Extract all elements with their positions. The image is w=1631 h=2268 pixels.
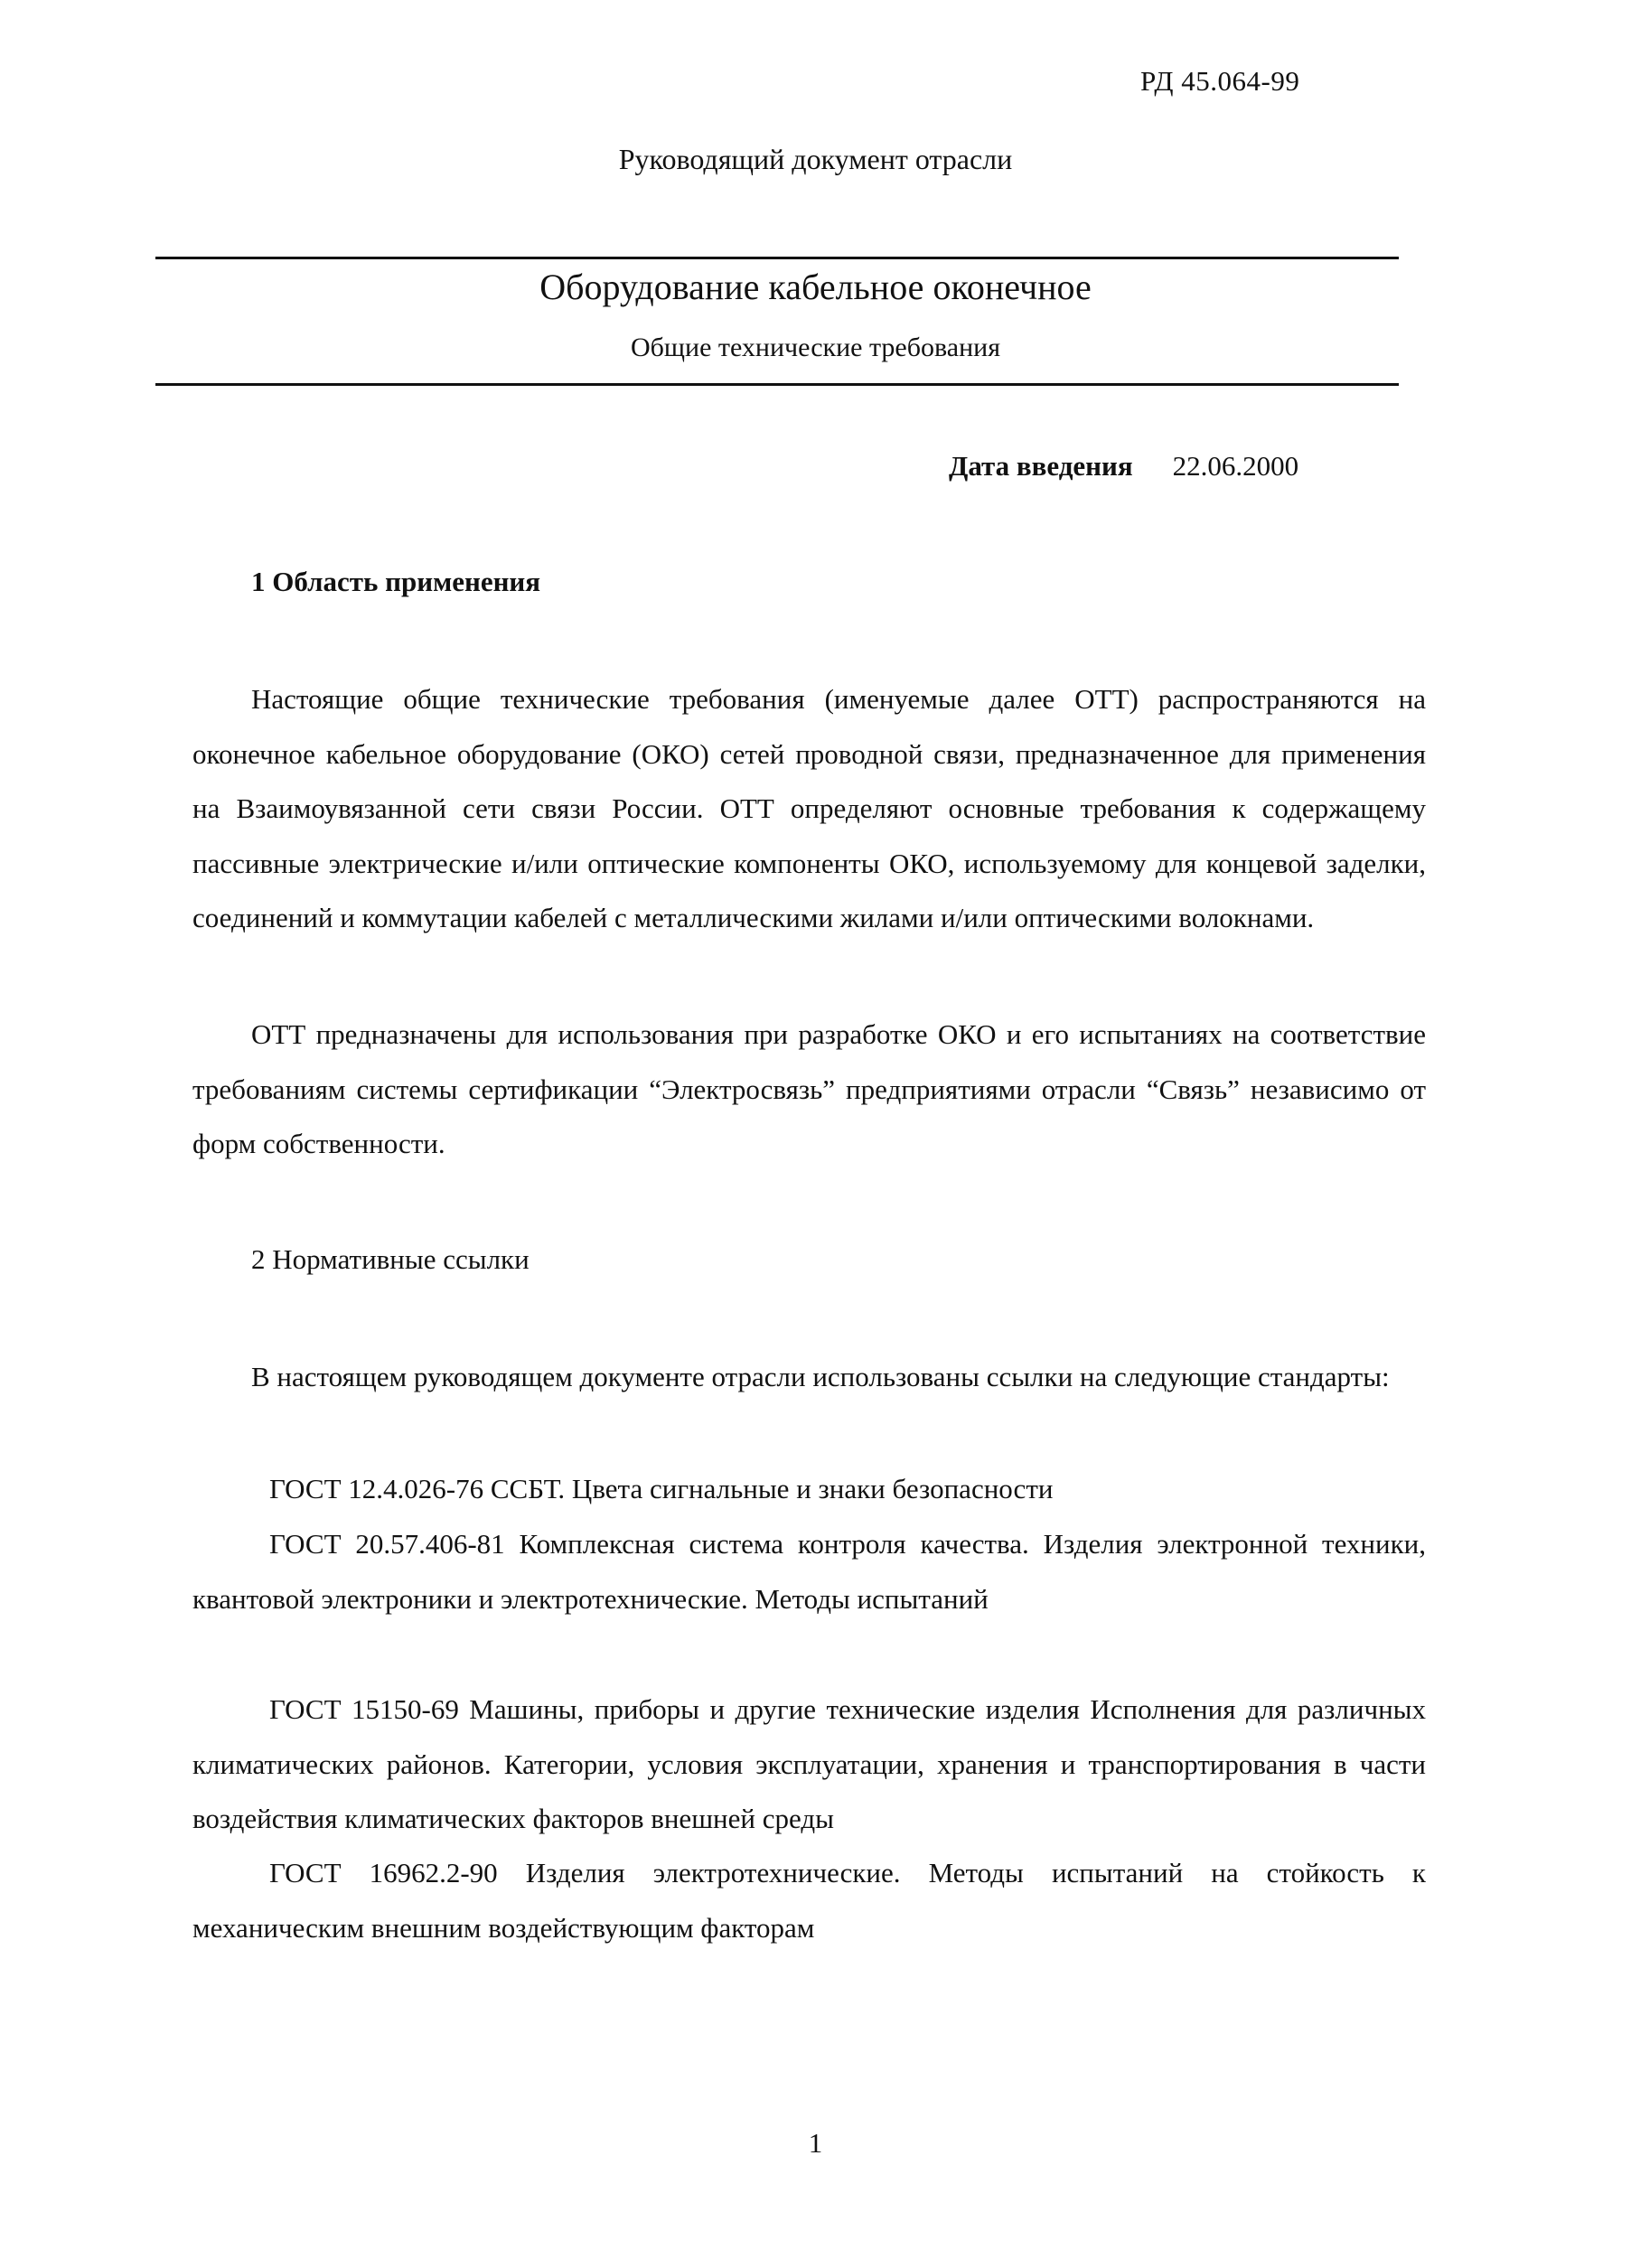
introduction-date-value: 22.06.2000 (1172, 450, 1299, 482)
reference-item: ГОСТ 15150-69 Машины, приборы и другие технические изделия Исполнения для различных климатических районов. Категории, условия эксплуатации, хранения и транспортирования в части воздействия климатических факторов внешней среды (192, 1693, 1426, 1834)
reference-item: ГОСТ 16962.2-90 Изделия электротехнические. Методы испытаний на стойкость к механическим внешним воздействующим факторам (192, 1857, 1426, 1944)
document-subtitle: Общие технические требования (631, 333, 1000, 362)
title-rule-top (155, 257, 1399, 259)
section-2-intro: В настоящем руководящем документе отрасли использованы ссылки на следующие стандарты: (251, 1361, 1390, 1392)
page-number: 1 (808, 2127, 823, 2159)
title-rule-bottom (155, 383, 1399, 386)
section-2-heading: 2 Нормативные ссылки (251, 1243, 530, 1275)
section-1-paragraph-1: Настоящие общие технические требования (именуемые далее ОТТ) распространяются на оконечное кабельное оборудование (ОКО) сетей проводной связи, предназначенное для применения на Взаимоувязанной сети связи России. ОТТ определяют основные требования к содержащему пассивные электрические и/или оптические компоненты ОКО, используемому для концевой заделки, соединений и коммутации кабелей с металлическими жилами и/или оптическими волокнами. (192, 683, 1426, 933)
reference-item: ГОСТ 12.4.026-76 ССБТ. Цвета сигнальные и знаки безопасности (269, 1473, 1054, 1504)
document-type: Руководящий документ отрасли (618, 143, 1013, 175)
reference-item: ГОСТ 20.57.406-81 Комплексная система контроля качества. Изделия электронной техники, квантовой электроники и электротехнические. Методы испытаний (192, 1528, 1426, 1615)
introduction-date-label: Дата введения (949, 450, 1133, 482)
document-code: РД 45.064-99 (1140, 65, 1300, 97)
section-1-paragraph-2: ОТТ предназначены для использования при разработке ОКО и его испытаниях на соответствие требованиям системы сертификации “Электросвязь” предприятиями отрасли “Связь” независимо от форм собственности. (192, 1018, 1426, 1159)
document-title: Оборудование кабельное оконечное (539, 267, 1092, 307)
section-1-heading: 1 Область применения (251, 566, 541, 597)
introduction-date (949, 450, 1298, 483)
